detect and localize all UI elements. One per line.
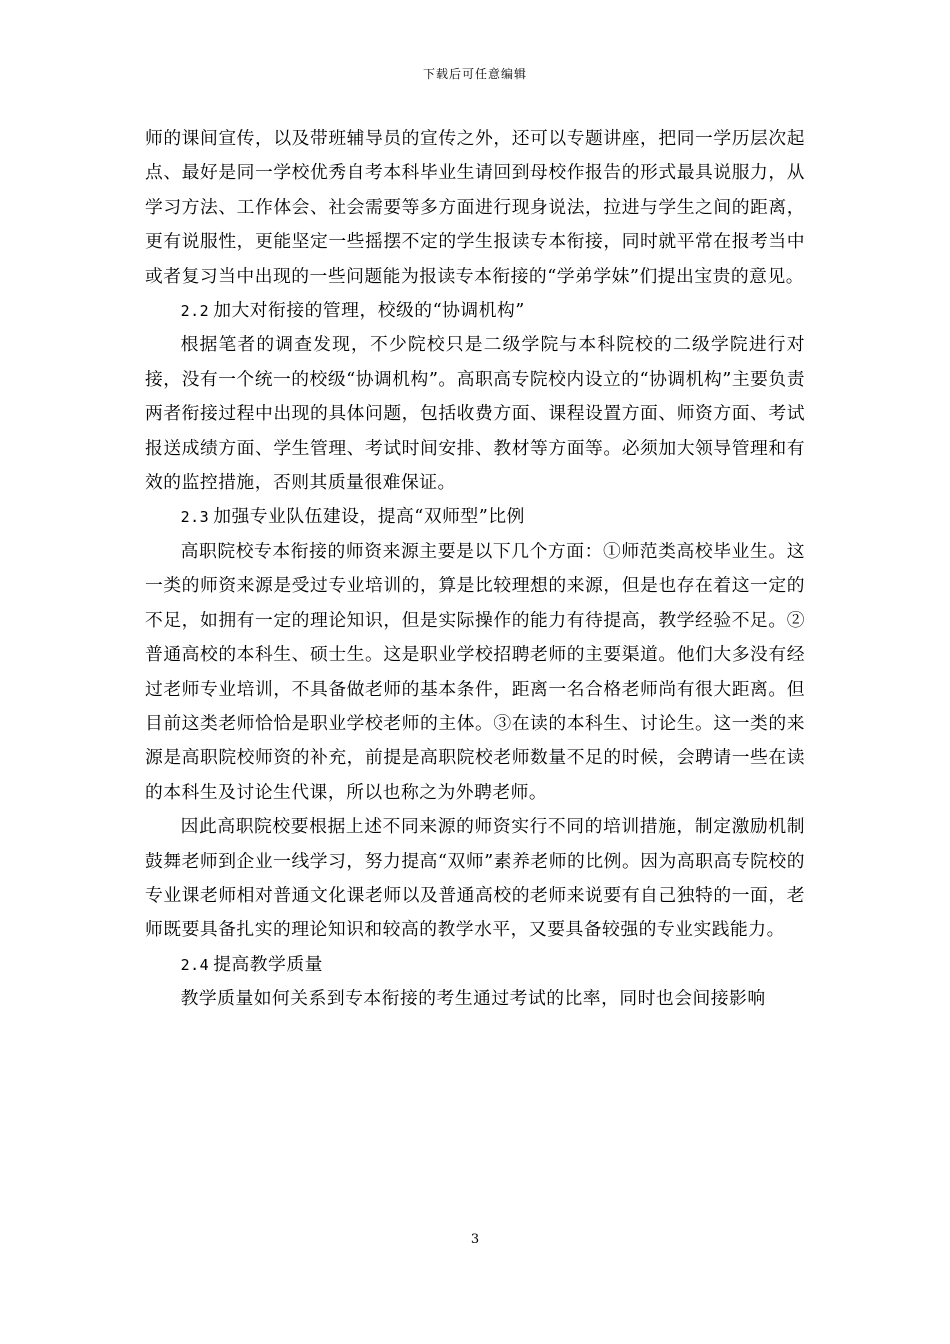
section-title: 提高教学质量 xyxy=(213,953,323,975)
paragraph: 高职院校专本衔接的师资来源主要是以下几个方面：①师范类高校毕业生。这一类的师资来源是受过专业培训的，算是比较理想的来源，但是也存在着这一定的不足，如拥有一定的理论知识，但是实际操作的能力有待提高，教学经验不足。②普通高校的本科生、硕士生。这是职业学校招聘老师的主要渠道。他们大多没有经过老师专业培训，不具备做老师的基本条件，距离一名合格老师尚有很大距离。但目前这类老师恰恰是职业学校老师的主体。③在读的本科生、讨论生。这一类的来源是高职院校师资的补充，前提是高职院校老师数量不足的时候，会聘请一些在读的本科生及讨论生代课，所以也称之为外聘老师。 xyxy=(145,540,805,803)
paragraph: 因此高职院校要根据上述不同来源的师资实行不同的培训措施，制定激励机制鼓舞老师到企业一线学习，努力提高“双师”素养老师的比例。因为高职高专院校的专业课老师相对普通文化课老师以及普通高校的老师来说要有自己独特的一面，老师既要具备扎实的理论知识和较高的教学水平，又要具备较强的专业实践能力。 xyxy=(145,816,805,941)
paragraph: 根据笔者的调查发现，不少院校只是二级学院与本科院校的二级学院进行对接，没有一个统一的校级“协调机构”。高职高专院校内设立的“协调机构”主要负责两者衔接过程中出现的具体问题，包括收费方面、课程设置方面、师资方面、考试报送成绩方面、学生管理、考试时间安排、教材等方面等。必须加大领导管理和有效的监控措施，否则其质量很难保证。 xyxy=(145,334,805,494)
section-title: 加强专业队伍建设，提高“双师型”比例 xyxy=(213,506,525,528)
section-heading-2-3 xyxy=(145,500,805,534)
paragraph-continuation: 师的课间宣传，以及带班辅导员的宣传之外，还可以专题讲座，把同一学历层次起点、最好是同一学校优秀自考本科毕业生请回到母校作报告的形式最具说服力，从学习方法、工作体会、社会需要等多方面进行现身说法，拉进与学生之间的距离，更有说服性，更能坚定一些摇摆不定的学生报读专本衔接，同时就平常在报考当中或者复习当中出现的一些问题能为报读专本衔接的“学弟学妹”们提出宝贵的意见。 xyxy=(145,128,805,287)
section-number: 2.4 xyxy=(180,955,210,974)
section-heading-2-2 xyxy=(145,294,805,328)
document-body xyxy=(145,122,805,1017)
paragraph: 教学质量如何关系到专本衔接的考生通过考试的比率，同时也会间接影响 xyxy=(180,988,766,1010)
section-heading-2-4 xyxy=(145,948,805,982)
section-number: 2.3 xyxy=(180,508,210,527)
page-number: 3 xyxy=(470,1232,480,1247)
page-header: 下载后可任意编辑 xyxy=(422,67,527,81)
section-title: 加大对衔接的管理，校级的“协调机构” xyxy=(213,300,525,322)
section-number: 2.2 xyxy=(180,302,210,321)
